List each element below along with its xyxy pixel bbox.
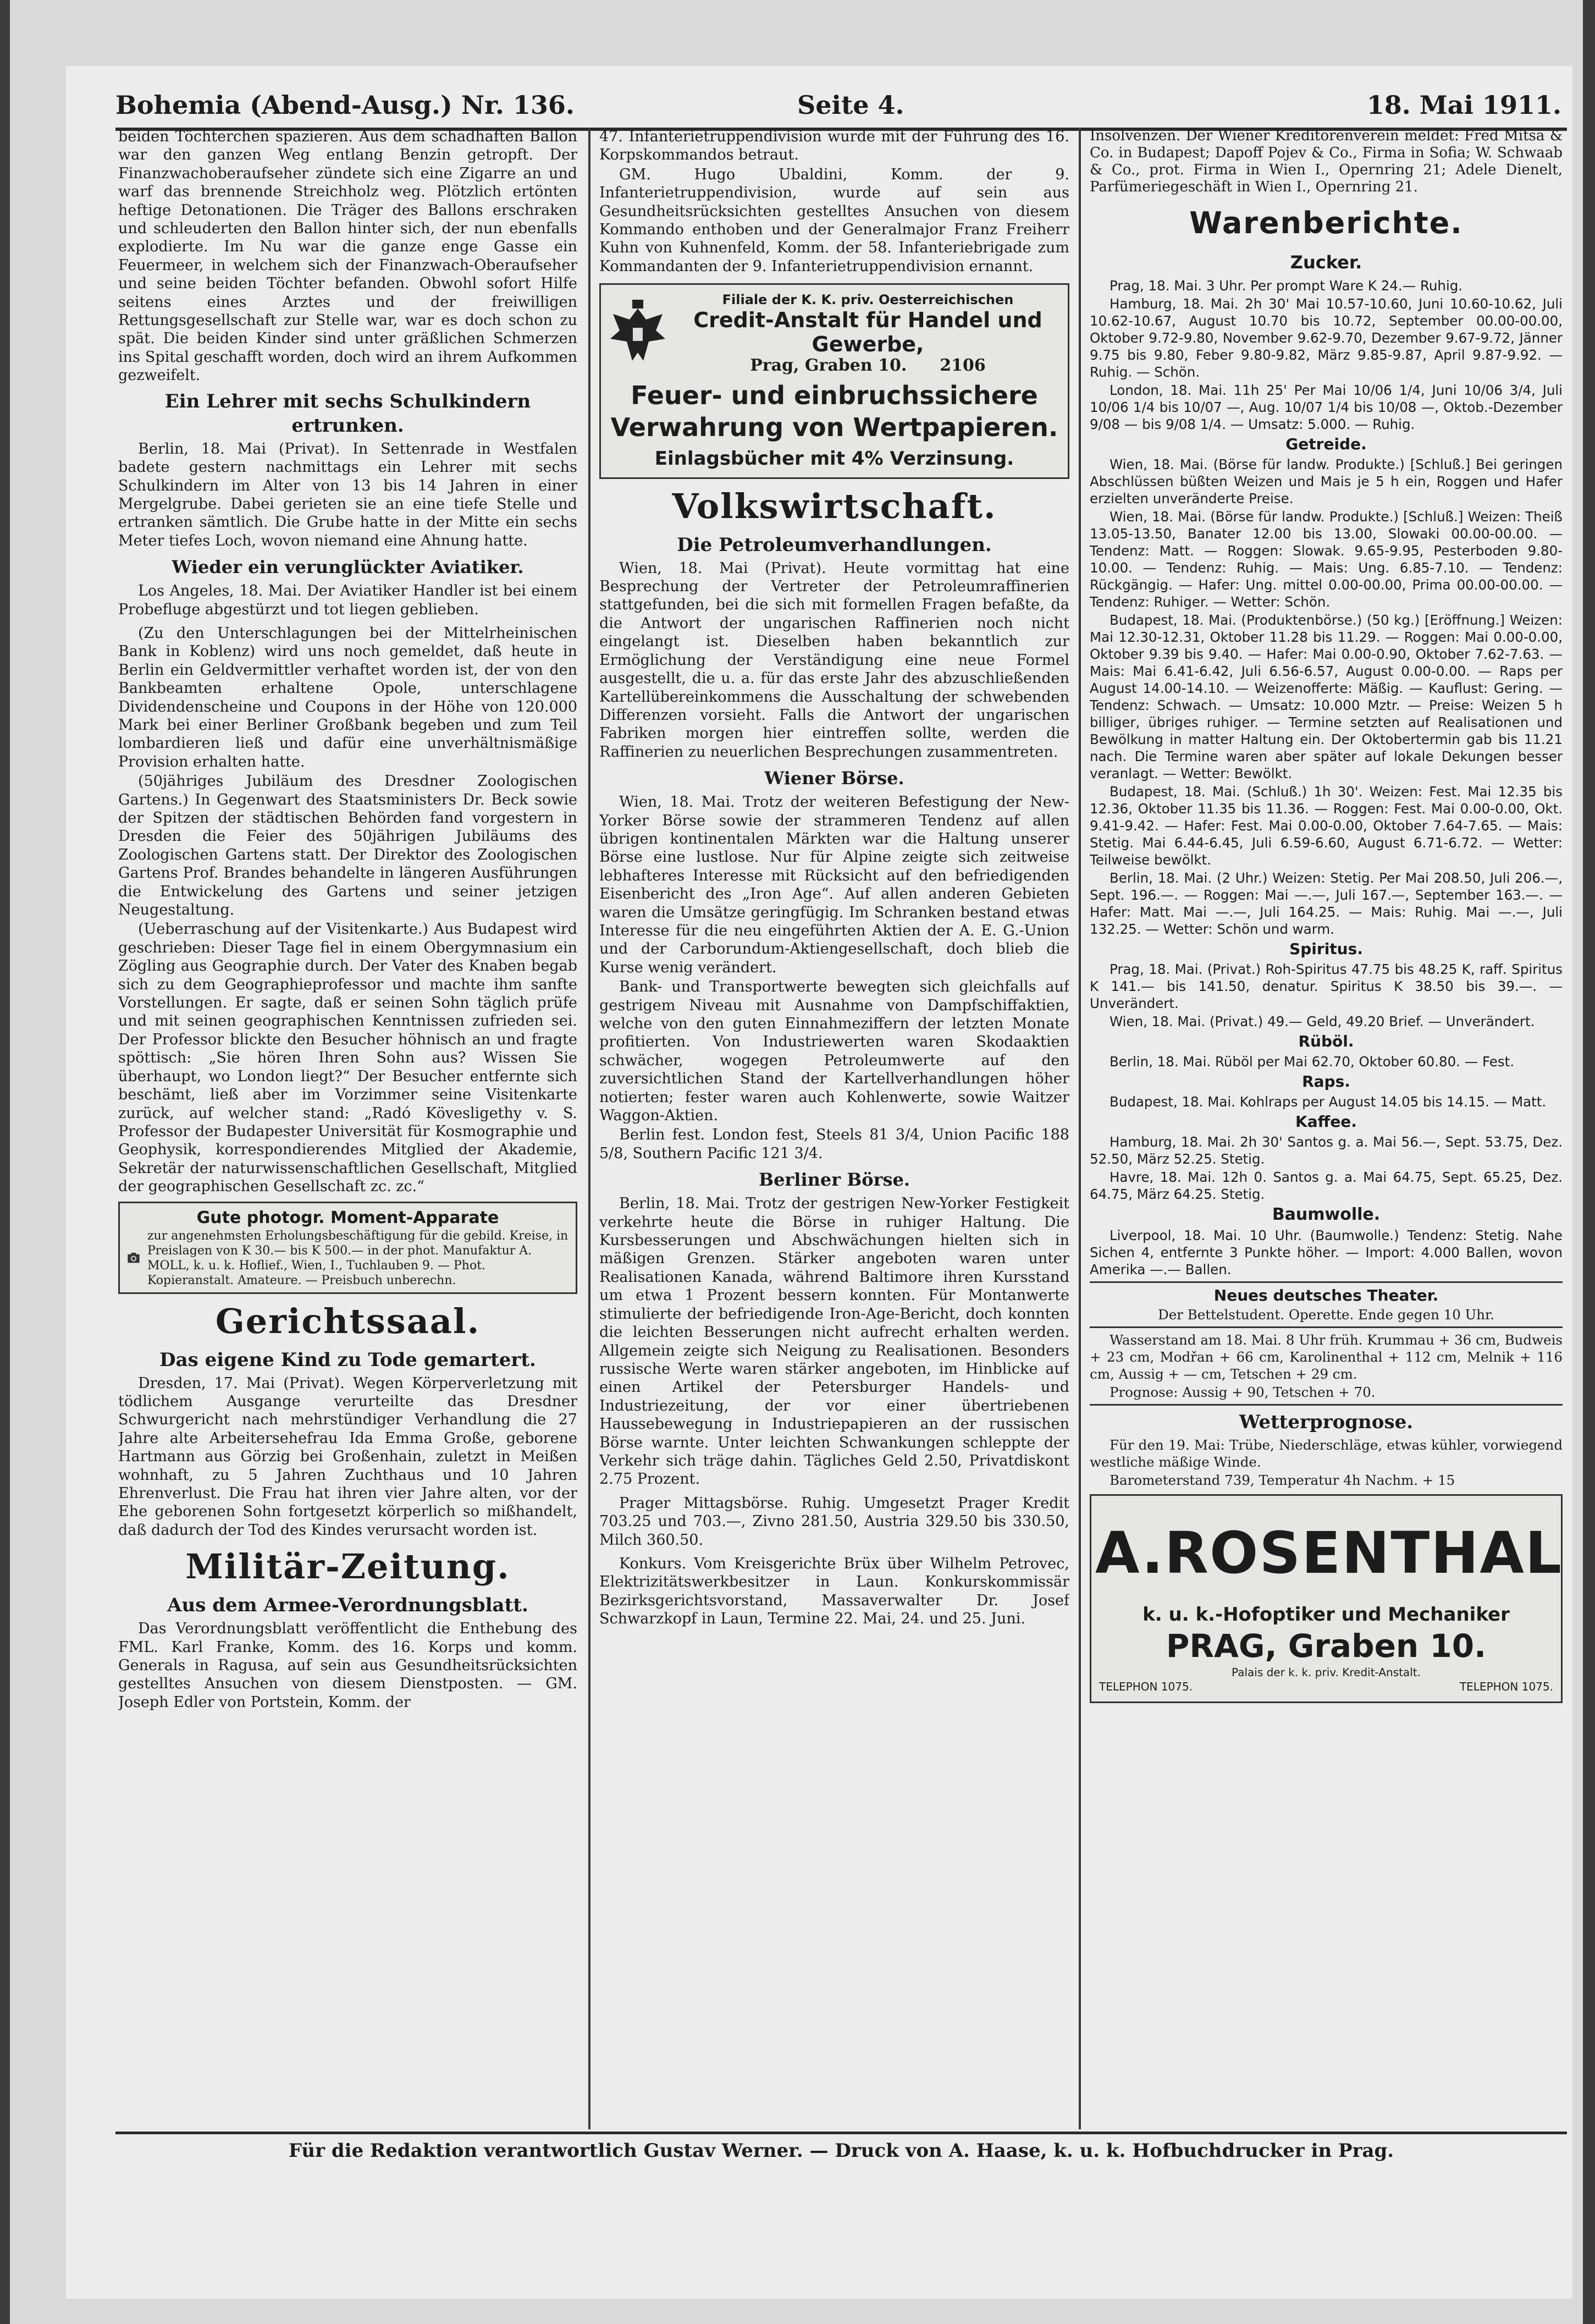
article-petroleum: Wien, 18. Mai (Privat). Heute vormittag hat eine Besprechung der Vertreter der Petroleumraffinerien stattgefunden, bei die sich mit formellen Fragen befaßte, da die Antwort der ungarischen Raffinerien noch nicht eingelangt ist. Dieselben haben bekanntlich zur Ermöglichung der Verständigung eine neue Formel ausgestellt, die u. a. für das erste Jahr des abzuschließenden Kartellübereinkommens die Ausschaltung der schwebenden Differenzen vorsieht. Falls die Antwort der ungarischen Fabriken morgen hier eintreffen sollte, werden die Raffinerien zu neuerlichen Besprechungen zusammentreten. <box>599 559 1069 761</box>
market-zucker-hamburg: Hamburg, 18. Mai. 2h 30' Mai 10.57-10.60, Juni 10.60-10.62, Juli 10.62-10.67, August 10.70 bis 10.72, September 00.00-00.00, Oktober 9.72-9.80, November 9.62-9.70, Dezember 9.67-9.72, Jänner 9.75 bis 9.80, Feber 9.80-9.82, März 9.85-9.87, April 9.87-9.92. — Ruhig. — Schön. <box>1090 296 1563 380</box>
headline-rueboel: Rüböl. <box>1298 1032 1354 1050</box>
article-visitenkarte: (Ueberraschung auf der Visitenkarte.) Aus Budapest wird geschrieben: Dieser Tage fiel in einem Obergymnasium ein Zögling aus Geographie durch. Der Vater des Knaben begab sich zu dem Geographieprofessor und machte ihm sanfte Vorstellungen. Er sagte, daß er seinen Sohn täglich prüfe und mit seinen geographischen Kenntnissen zufrieden sei. Der Professor blickte den Besucher höhnisch an und fragte spöttisch: „Sie hören Ihren Sohn aus? Wissen Sie überhaupt, wo London liegt?“ Der Besucher entfernte sich beschämt, ließ aber im Vorzimmer seine Visitenkarte zurück, auf welcher stand: „Radó Kövesligethy v. S. Professor der Budapester Universität für Kosmographie und Geophysik, korrespondierendes Mitglied der Akademie, Sekretär der naturwissenschaftlichen Gesellschaft, Mitglied der geographischen Gesellschaft zc. zc.“ <box>118 921 577 1196</box>
article-ubaldini: GM. Hugo Ubaldini, Komm. der 9. Infanterietruppendivision, wurde auf sein aus Gesundheitsrücksichten gestelltes Ansuchen von diesem Kommando enthoben und der Generalmajor Franz Freiherr Kuhn von Kuhnenfeld, Komm. der 58. Infanteriebrigade zum Kommandanten der 9. Infanterietruppendivision ernannt. <box>599 166 1069 275</box>
section-gerichtssaal: Gerichtssaal. <box>215 1301 481 1341</box>
market-spiritus-wien: Wien, 18. Mai. (Privat.) 49.— Geld, 49.20 Brief. — Unverändert. <box>1110 1014 1535 1029</box>
market-zucker-prag: Prag, 18. Mai. 3 Uhr. Per prompt Ware K 24.— Ruhig. <box>1110 278 1463 294</box>
article-ballon-end: beiden Töchterchen spazieren. Aus dem schadhaften Ballon war den ganzen Weg entlang Benzin getropft. Der Finanzwachoberaufseher zündete sich eine Zigarre an und warf das brennende Streichholz weg. Plötzlich ertönten heftige Detonationen. Die Träger des Ballons erschraken und schleuderten den Ballon hinter sich, der nun ebenfalls explodierte. Im Nu war die ganze enge Gasse ein Feuermeer, in welchem sich der Finanzwach-Oberaufseher und seine beiden Töchter befanden. Obwohl sofort Hilfe seitens eines Arztes und der freiwilligen Rettungsgesellschaft zur Stelle war, war es doch schon zu spät. Die beiden Kinder sind unter gräßlichen Schmerzen ins Spital geschafft worden, doch wird an ihrem Aufkommen gezweifelt. <box>118 128 577 384</box>
column-2 <box>599 128 1069 2129</box>
ad-bank-line2: Credit-Anstalt für Handel und Gewerbe, <box>693 308 1042 357</box>
headline-kind: Das eigene Kind zu Tode gemartert. <box>159 1348 536 1371</box>
wasserstand: Wasserstand am 18. Mai. 8 Uhr früh. Krummau + 36 cm, Budweis + 23 cm, Modřan + 66 cm, Karolinenthal + 112 cm, Melnik + 116 cm, Aussig + — cm, Tetschen + 29 cm. <box>1090 1332 1563 1382</box>
market-kaffee-hamburg: Hamburg, 18. Mai. 2h 30' Santos g. a. Mai 56.—, Sept. 53.75, Dez. 52.50, März 52.25. Stetig. <box>1090 1134 1563 1167</box>
ad-rosenthal-telephone-right: TELEPHON 1075. <box>1459 1680 1553 1693</box>
headline-wiener-boerse: Wiener Börse. <box>764 768 904 789</box>
headline-kaffee: Kaffee. <box>1295 1113 1357 1131</box>
theater-programme: Der Bettelstudent. Operette. Ende gegen 10 Uhr. <box>1158 1307 1494 1323</box>
article-aviatiker: Los Angeles, 18. Mai. Der Aviatiker Handler ist bei einem Probefluge abgestürzt und tot liegen geblieben. <box>118 582 577 618</box>
masthead-date: 18. Mai 1911. <box>1366 90 1561 120</box>
market-zucker-london: London, 18. Mai. 11h 25' Per Mai 10/06 1/4, Juni 10/06 3/4, Juli 10/06 1/4 bis 10/07 —, Aug. 10/07 1/4 bis 10/08 —, Oktob.-Dezember 9/08 — bis 9/08 1/4. — Umsatz: 5.000. — Ruhig. <box>1090 382 1563 432</box>
headline-berliner-boerse: Berliner Börse. <box>759 1169 910 1191</box>
column-1 <box>118 128 577 2129</box>
headline-lehrer: Ein Lehrer mit sechs Schulkindern ertrunken. <box>164 390 531 437</box>
column-rule-2 <box>1079 128 1081 2129</box>
ad-bank-line1: Filiale der K. K. priv. Oesterreichischen <box>722 292 1014 308</box>
article-koblenz: (Zu den Unterschlagungen bei der Mittelrheinischen Bank in Koblenz) wird uns noch gemeldet, daß heute in Berlin ein Geldvermittler verhaftet worden ist, der von den Bankbeamten erhaltene Opole, unterschlagene Dividendenscheine und Coupons in der Höhe von 120.000 Mark bei einer Berliner Großbank begeben und zum Teil lombardieren ließ und dafür eine unverhältnismäßige Provision erhalten hatte. <box>118 624 577 770</box>
wetter-text: Für den 19. Mai: Trübe, Niederschläge, etwas kühler, vorwiegend westliche mäßige Winde. <box>1090 1437 1563 1470</box>
barometer: Barometerstand 739, Temperatur 4h Nachm. + 15 <box>1110 1472 1455 1488</box>
headline-theater: Neues deutsches Theater. <box>1213 1286 1439 1304</box>
market-kaffee-havre: Havre, 18. Mai. 12h 0. Santos g. a. Mai 64.75, Sept. 65.25, Dez. 64.75, März 64.25. Stetig. <box>1090 1169 1563 1202</box>
market-raps-budapest: Budapest, 18. Mai. Kohlraps per August 14.05 bis 14.15. — Matt. <box>1110 1094 1547 1110</box>
article-zoo: (50jähriges Jubiläum des Dresdner Zoologischen Gartens.) In Gegenwart des Staatsministers Dr. Beck sowie der Spitzen der städtischen Behörden fand vorgestern in Dresden die Feier des 50jährigen Jubiläums des Zoologischen Gartens statt. Der Direktor des Zoologischen Gartens Prof. Brandes behandelte in längeren Ausführungen die Entwickelung des Gartens und seiner jetzigen Neugestaltung. <box>118 773 577 919</box>
scan-edge-right <box>1583 0 1595 2324</box>
headline-zucker: Zucker. <box>1290 252 1362 273</box>
divider <box>1090 1281 1563 1283</box>
article-wiener-boerse-2: Bank- und Transportwerte bewegten sich gleichfalls auf gestrigem Niveau mit Ausnahme von Dampfschiffaktien, welche von den guten Einnahmeziffern der letzten Monate profitierten. Von Industriewerten waren Skodaaktien schwächer, wogegen Petroleumwerte auf den zuversichtlichen Stand der Kartellverhandlungen höher notierten; fester waren auch Kohlenwerte, sowie Waitzer Waggon-Aktien. <box>599 978 1069 1125</box>
article-lehrer: Berlin, 18. Mai (Privat). In Settenrade in Westfalen badete gestern nachmittags ein Lehrer mit sechs Schulkindern im Alter von 13 bis 14 Jahren in einer Mergelgrube. Dabei gerieten sie an eine tiefe Stelle und ertranken sämtlich. Die Grube hatte in der Mitte ein sechs Meter tiefes Loch, wovon niemand eine Ahnung hatte. <box>118 440 577 549</box>
imprint-footer: Für die Redaktion verantwortlich Gustav Werner. — Druck von A. Haase, k. u. k. Hofbuchdrucker in Prag. <box>115 2132 1567 2167</box>
article-kind: Dresden, 17. Mai (Privat). Wegen Körperverletzung mit tödlichem Ausgange verurteilte das Dresdner Schwurgericht nach mehrstündiger Verhandlung die 27 Jahre alte Arbeitersehefrau Ida Emma Große, geborene Hartmann aus Görzig bei Großenhain, zuletzt in Meißen wohnhaft, zu 5 Jahren Zuchthaus und 10 Jahren Ehrenverlust. Die Frau hat ihren vier Jahre alten, vor der Ehe geborenen Sohn fortgesetzt körperlich so mißhandelt, daß dadurch der Tod des Kindes verursacht worden ist. <box>118 1374 577 1539</box>
article-armee-cont: 47. Infanterietruppendivision wurde mit der Führung des 16. Korpskommandos betraut. <box>599 128 1069 164</box>
article-prager-boerse: Prager Mittagsbörse. Ruhig. Umgesetzt Prager Kredit 703.25 und 703.—, Zivno 281.50, Austria 329.50 bis 330.50, Milch 360.50. <box>599 1494 1069 1549</box>
market-rueboel-berlin: Berlin, 18. Mai. Rüböl per Mai 62.70, Oktober 60.80. — Fest. <box>1110 1054 1515 1070</box>
headline-aviatiker: Wieder ein verunglückter Aviatiker. <box>172 557 524 578</box>
ad-photo-apparate <box>118 1202 577 1294</box>
market-getreide-berlin: Berlin, 18. Mai. (2 Uhr.) Weizen: Stetig. Per Mai 208.50, Juli 206.—, Sept. 196.—. — Roggen: Mai —.—, Juli 167.—, September 163.—. — Hafer: Matt. Mai —.—, Juli 164.25. — Mais: Ruhig. Mai —.—, Juli 132.25. — Wetter: Schön und warm. <box>1090 870 1563 937</box>
headline-petroleum: Die Petroleumverhandlungen. <box>677 533 992 556</box>
market-getreide-wien-2: Wien, 18. Mai. (Börse für landw. Produkte.) [Schluß.] Weizen: Theiß 13.05-13.50, Banater 12.00 bis 13.00, Slowaki 00.00-00.00. — Tendenz: Matt. — Roggen: Slowak. 9.65-9.95, Pesterboden 9.80-10.00. — Tendenz: Ruhig. — Mais: Ung. 6.85-7.10. — Tendenz: Rückgängig. — Hafer: Ung. mittel 0.00-00.00, Prima 00.00-00.00. — Tendenz: Ruhiger. — Wetter: Schön. <box>1090 509 1563 610</box>
section-militaer: Militär-Zeitung. <box>185 1546 510 1587</box>
ad-bank-number: 2106 <box>940 356 986 376</box>
camera-icon <box>126 1233 141 1283</box>
column-3 <box>1090 128 1563 2129</box>
column-rule-1 <box>588 128 590 2129</box>
headline-getreide: Getreide. <box>1285 435 1367 453</box>
ad-bank-line5: Einlagsbücher mit 4% Verzinsung. <box>654 447 1014 470</box>
section-volkswirtschaft: Volkswirtschaft. <box>672 486 997 526</box>
market-spiritus-prag: Prag, 18. Mai. (Privat.) Roh-Spiritus 47.75 bis 48.25 K, raff. Spiritus K 141.— bis 141.50, denatur. Spiritus K 38.50 bis 39.—. — Unverändert. <box>1090 961 1563 1011</box>
masthead-issue: Bohemia (Abend-Ausg.) Nr. 136. <box>115 90 575 120</box>
ad-rosenthal-sub: k. u. k.-Hofoptiker und Mechaniker <box>1143 1604 1510 1626</box>
article-wiener-boerse-3: Berlin fest. London fest, Steels 81 3/4, Union Pacific 188 5/8, Southern Pacific 121 3/4. <box>599 1126 1069 1162</box>
wasserstand-prognose: Prognose: Aussig + 90, Tetschen + 70. <box>1110 1384 1376 1400</box>
ad-rosenthal-note: Palais der k. k. priv. Kredit-Anstalt. <box>1232 1666 1421 1679</box>
market-getreide-wien-1: Wien, 18. Mai. (Börse für landw. Produkte.) [Schluß.] Bei geringen Abschlüssen büßten Weizen und Mais je 5 h ein, Roggen und Hafer erzielten unveränderte Preise. <box>1090 456 1563 506</box>
article-insolvenzen: Insolvenzen. Der Wiener Kreditorenverein meldet: Fred Mitsa & Co. in Budapest; Dapoff Pojev & Co., Firma in Sofia; W. Schwaab & Co., prot. Firma in Wien I., Opernring 21; Adele Dienelt, Parfümeriegeschäft in Wien I., Opernring 21. <box>1090 128 1563 195</box>
headline-baumwolle: Baumwolle. <box>1272 1205 1381 1224</box>
ad-rosenthal <box>1090 1494 1563 1703</box>
article-konkurs: Konkurs. Vom Kreisgerichte Brüx über Wilhelm Petrovec, Elektrizitätswerkbesitzer in Laun. Konkurskommissär Bezirksgerichtsvorstand, Massaverwalter Dr. Josef Schwarzkopf in Laun, Termine 22. Mai, 24. und 25. Juni. <box>599 1555 1069 1628</box>
ad-bank-line4: Feuer- und einbruchssichere Verwahrung von Wertpapieren. <box>610 380 1058 442</box>
market-baumwolle-liverpool: Liverpool, 18. Mai. 10 Uhr. (Baumwolle.) Tendenz: Stetig. Nahe Sichen 4, entfernte 3 Punkte höher. — Import: 4.000 Ballen, wovon Amerika —.— Ballen. <box>1090 1227 1563 1277</box>
ad-rosenthal-telephone-left: TELEPHON 1075. <box>1099 1680 1193 1693</box>
headline-armee: Aus dem Armee-Verordnungsblatt. <box>167 1594 528 1617</box>
divider <box>1090 1404 1563 1406</box>
ad-bank-line3: Prag, Graben 10. <box>750 356 907 376</box>
article-armee: Das Verordnungsblatt veröffentlicht die Enthebung des FML. Karl Franke, Komm. des 16. Korps und komm. Generals in Ragusa, auf sein aus Gesundheitsrücksichten gestelltes Ansuchen von diesem Dienstposten. — GM. Joseph Edler von Portstein, Komm. der <box>118 1620 577 1711</box>
article-wiener-boerse: Wien, 18. Mai. Trotz der weiteren Befestigung der New-Yorker Börse sowie der strammeren Tendenz auf allen übrigen kontinentalen Märkten war die Haltung unserer Börse eine lustlose. Nur für Alpine zeigte sich zeitweise lebhafteres Interesse mit Rücksicht auf den befriedigenden Eisenbericht des „Iron Age“. Auf allen anderen Gebieten waren die Umsätze geringfügig. Im Schranken bestand etwas Interesse für die neu eingeführten Aktien der A. E. G.-Union und der Carborundum-Aktiengesellschaft, doch blieb die Kurse wenig verändert. <box>599 794 1069 976</box>
market-getreide-budapest-1: Budapest, 18. Mai. (Produktenbörse.) (50 kg.) [Eröffnung.] Weizen: Mai 12.30-12.31, Oktober 11.28 bis 11.29. — Roggen: Mai 0.00-0.00, Oktober 9.39 bis 9.40. — Hafer: Mai 0.00-0.90, Oktober 7.62-7.63. — Mais: Mai 6.41-6.42, Juli 6.56-6.57, August 0.00-0.00. — Raps per August 14.00-14.10. — Weizenofferte: Mäßig. — Kauflust: Gering. — Tendenz: Schwach. — Umsatz: 10.000 Mztr. — Preise: Weizen 5 h billiger, übriges ruhiger. — Termine setzten auf Realisationen und Bewölkung in matter Haltung ein. Der Oktobertermin gab bis 11.21 nach. Die Termine waren aber später auf lokale Dekungen besser veranlagt. — Wetter: Bewölkt. <box>1090 612 1563 781</box>
double-eagle-icon <box>608 298 668 369</box>
headline-wetterprognose: Wetterprognose. <box>1239 1411 1414 1433</box>
divider <box>1090 1326 1563 1328</box>
ad-photo-text: zur angenehmsten Erholungsbeschäftigung für die gebild. Kreise, in Preislagen von K 30.— bis K 500.— in der phot. Manufaktur A. MOLL, k. u. k. Hoflief., Wien, I., Tuchlauben 9. — Phot. Kopieranstalt. Amateure. — Preisbuch unberechn. <box>147 1229 569 1287</box>
market-getreide-budapest-2: Budapest, 18. Mai. (Schluß.) 1h 30'. Weizen: Fest. Mai 12.35 bis 12.36, Oktober 11.35 bis 11.36. — Roggen: Fest. Mai 0.00-0.00, Okt. 9.41-9.42. — Hafer: Fest. Mai 0.00-0.00, Oktober 7.64-7.65. — Mais: Stetig. Mai 6.44-6.45, Juli 6.59-6.60, August 6.71-6.72. — Wetter: Teilweise bewölkt. <box>1090 784 1563 868</box>
ad-rosenthal-city: PRAG, Graben 10. <box>1166 1627 1487 1665</box>
article-berliner-boerse: Berlin, 18. Mai. Trotz der gestrigen New-Yorker Festigkeit verkehrte heute die Börse in ruhiger Haltung. Die Kursbesserungen und Abschwächungen hielten sich in mäßigen Grenzen. Stärker angeboten waren unter Realisationen Kanada, während Baltimore ihren Kursstand um etwa 1 Prozent bessern konnten. Für Montanwerte stimulierte der befriedigende Iron-Age-Bericht, doch konnten die leichten Besserungen nicht aufrecht erhalten werden. Allgemein zeigte sich Neigung zu Realisationen. Besonders russische Werte waren stärker angeboten, im Hinblicke auf einen Artikel der Petersburger Handels- und Industriezeitung, der vor einer übertriebenen Haussebewegung in Industriepapieren an der russischen Börse warnte. Unter leichten Schwankungen schleppte der Verkehr sich träge dahin. Tägliches Geld 2.50, Privatdiskont 2.75 Prozent. <box>599 1195 1069 1488</box>
section-warenberichte: Warenberichte. <box>1189 206 1463 240</box>
scan-edge-left <box>0 0 10 2324</box>
ad-credit-anstalt <box>599 283 1069 478</box>
masthead-page-number: Seite 4. <box>797 90 904 120</box>
headline-spiritus: Spiritus. <box>1289 940 1363 958</box>
ad-photo-title: Gute photogr. Moment-Apparate <box>196 1208 499 1227</box>
ad-rosenthal-name: A.ROSENTHAL <box>1095 1519 1563 1587</box>
masthead <box>115 81 1567 131</box>
headline-raps: Raps. <box>1302 1072 1350 1091</box>
